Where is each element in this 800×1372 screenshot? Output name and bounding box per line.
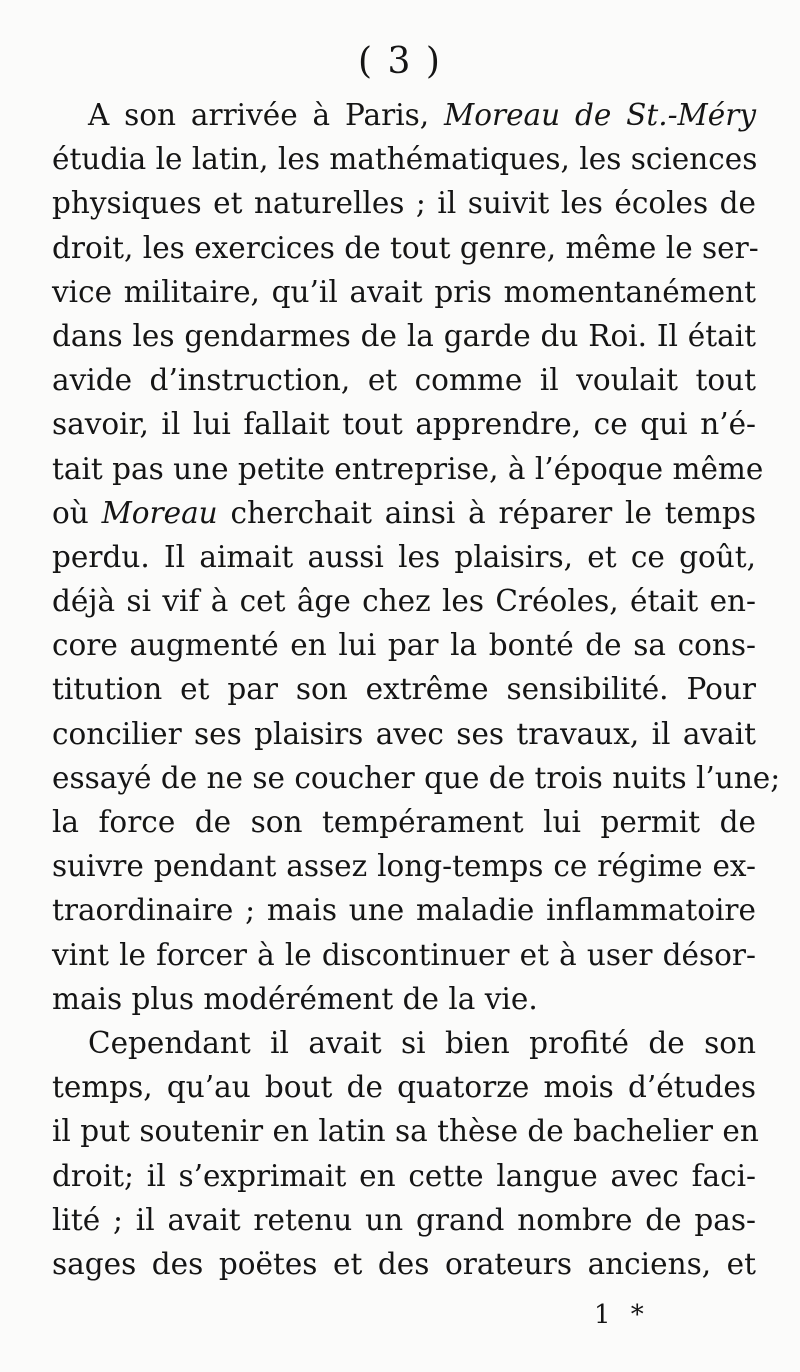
text-line: traordinaire ; mais une maladie inflammatoire	[52, 893, 756, 928]
text-line: avide d’instruction, et comme il voulait tout	[52, 363, 756, 398]
text-line: tait pas une petite entreprise, à l’époque même	[52, 451, 764, 486]
text-line: sages des poëtes et des orateurs anciens, et	[52, 1246, 756, 1281]
text-line: concilier ses plaisirs avec ses travaux, il avait	[52, 716, 756, 751]
text-line: titution et par son extrême sensibilité. Pour	[52, 672, 756, 707]
text-line: dans les gendarmes de la garde du Roi. Il était	[52, 318, 756, 353]
text-line: où Moreau cherchait ainsi à réparer le temps	[52, 495, 756, 530]
author-name: Moreau de St.-Méry	[444, 98, 756, 132]
text-line: déjà si vif à cet âge chez les Créoles, était en-	[52, 584, 756, 619]
text-line: perdu. Il aimait aussi les plaisirs, et ce goût,	[52, 539, 756, 574]
text-line: Cependant il avait si bien profité de son	[88, 1025, 756, 1060]
page-number: ( 3 )	[358, 41, 442, 82]
text-line: physiques et naturelles ; il suivit les écoles de	[52, 186, 756, 221]
text-line: droit; il s’exprimait en cette langue avec faci-	[52, 1158, 756, 1193]
text-line: core augmenté en lui par la bonté de sa cons-	[52, 628, 756, 663]
text-line: lité ; il avait retenu un grand nombre de pas-	[52, 1202, 756, 1237]
text-line: la force de son tempérament lui permit de	[52, 805, 756, 839]
author-name: Moreau	[101, 495, 218, 530]
text-line: A son arrivée à Paris, Moreau de St.-Méry	[88, 98, 756, 132]
body-text	[52, 93, 781, 1286]
text-line: essayé de ne se coucher que de trois nuits l’une;	[52, 760, 781, 795]
text-line: suivre pendant assez long-temps ce régime ex-	[52, 849, 756, 884]
text-line: vice militaire, qu’il avait pris momentanément	[52, 274, 756, 309]
text-line: temps, qu’au bout de quatorze mois d’études	[52, 1070, 756, 1105]
signature-mark: 1 *	[594, 1300, 650, 1330]
text-line: droit, les exercices de tout genre, même le ser-	[52, 230, 759, 265]
text-line: savoir, il lui fallait tout apprendre, ce qui n’é-	[52, 407, 756, 442]
text-line: étudia le latin, les mathématiques, les sciences	[52, 142, 758, 177]
text-line: vint le forcer à le discontinuer et à user désor-	[52, 937, 756, 972]
text-line: mais plus modérément de la vie.	[52, 981, 538, 1016]
text-line: il put soutenir en latin sa thèse de bachelier en	[52, 1114, 759, 1149]
